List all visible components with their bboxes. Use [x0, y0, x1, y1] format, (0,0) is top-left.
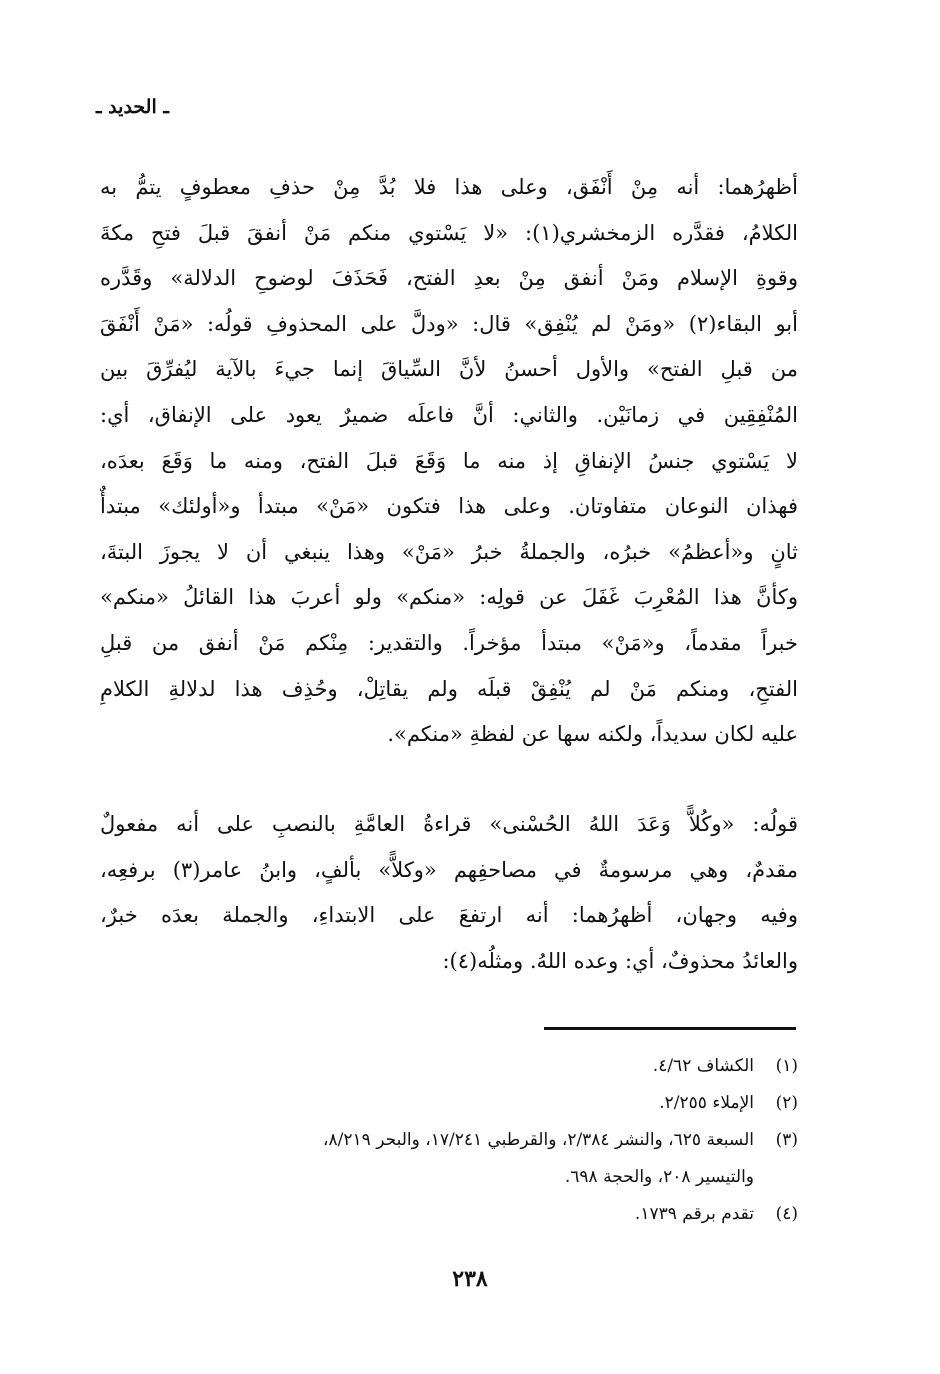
- text-line: قولُه: «وكُلاًّ وَعَدَ اللهُ الحُسْنى» قراءةُ العامَّةِ بالنصبِ على أنه مفعولٌ: [100, 812, 798, 836]
- footnote-text: الإملاء ٢/٢٥٥.: [659, 1093, 754, 1113]
- text-line: ثانٍ و«أعظمُ» خبرُه، والجملةُ خبرُ «مَنْ» وهذا ينبغي أن لا يجوزَ البتةَ،: [100, 539, 798, 564]
- text-line: والعائدُ محذوفٌ، أي: وعده اللهُ. ومثلُه(٤):: [442, 948, 798, 973]
- footnote-continuation: والتيسير ٢٠٨، والحجة ٦٩٨.: [564, 1167, 754, 1187]
- text-line: من قبلِ الفتح» والأول أحسنُ لأنَّ السِّياقَ إنما جيءَ بالآية ليُفرِّقَ بين: [100, 357, 798, 382]
- footnote-item: [100, 1196, 798, 1233]
- paragraph-2: [100, 802, 798, 984]
- text-line: فهذان النوعان متفاوتان. وعلى هذا فتكون «مَنْ» مبتدأ و«أولئك» مبتدأٌ: [100, 494, 798, 519]
- footnote-number: (١): [775, 1056, 798, 1076]
- footnote-number: (٣): [775, 1130, 798, 1150]
- footnote-number: (٤): [775, 1204, 798, 1224]
- footnote-item: [100, 1048, 798, 1085]
- text-line: عليه لكان سديداً، ولكنه سها عن لفظةِ «منكم».: [387, 722, 798, 747]
- page-number: ٢٣٨: [452, 1266, 488, 1292]
- footnote-text: تقدم برقم ١٧٣٩.: [634, 1204, 754, 1224]
- running-header: ـ الحديد ـ: [96, 96, 169, 118]
- text-line: وكأنَّ هذا المُعْرِبَ غَفَلَ عن قولِه: «منكم» ولو أعربَ هذا القائلُ «منكم»: [100, 585, 798, 610]
- text-line: مقدمٌ، وهي مرسومةٌ في مصاحفِهم «وكلاًّ» بألفٍ، وابنُ عامر(٣) برفعِه،: [100, 857, 798, 882]
- text-line: أظهرُهما: أنه مِنْ أَنْفَق، وعلى هذا فلا بُدَّ مِنْ حذفِ معطوفٍ يتمُّ به: [100, 175, 798, 199]
- text-line: أبو البقاء(٢) «ومَنْ لم يُنْفِق» قال: «ودلَّ على المحذوفِ قولُه: «مَنْ أَنْفَقَ: [100, 311, 798, 336]
- text-line: وفيه وجهان، أظهرُهما: أنه ارتفعَ على الابتداءِ، والجملة بعدَه خبرٌ،: [100, 903, 798, 928]
- footnote-text: السبعة ٦٢٥، والنشر ٢/٣٨٤، والقرطبي ١٧/٢٤١، والبحر ٨/٢١٩،: [323, 1130, 754, 1150]
- footnote-item: [100, 1085, 798, 1122]
- text-line: الفتحِ، ومنكم مَنْ لم يُنْفِقْ قبلَه ولم يقاتِلْ، وحُذِف هذا لدلالةِ الكلامِ: [100, 676, 798, 701]
- text-line: لا يَسْتوي جنسُ الإنفاقِ إذ منه ما وَقَعَ قبلَ الفتح، ومنه ما وَقَعَ بعدَه،: [100, 448, 798, 473]
- text-line: خبراً مقدماً، و«مَنْ» مبتدأ مؤخراً. والتقدير: مِنْكم مَنْ أنفق من قبلِ: [100, 630, 798, 655]
- footnote-item: [100, 1122, 798, 1196]
- footnotes: [100, 1048, 798, 1233]
- text-line: الكلامُ، فقدَّره الزمخشري(١): «لا يَسْتوي منكم مَنْ أنفقَ قبلَ فتحِ مكةَ: [100, 220, 798, 245]
- text-line: المُنْفِقِين في زمانَيْن. والثاني: أنَّ فاعلَه ضميرٌ يعود على الإنفاق، أي:: [100, 402, 798, 427]
- paragraph-1: [100, 165, 798, 758]
- footnote-number: (٢): [775, 1093, 798, 1113]
- footnote-divider: [544, 1027, 796, 1030]
- footnote-text: الكشاف ٤/٦٢.: [652, 1056, 754, 1076]
- text-line: وقوةِ الإسلام ومَنْ أنفق مِنْ بعدِ الفتح، فَحَذَفَ لوضوحِ الدلالة» وقَدَّره: [100, 266, 798, 291]
